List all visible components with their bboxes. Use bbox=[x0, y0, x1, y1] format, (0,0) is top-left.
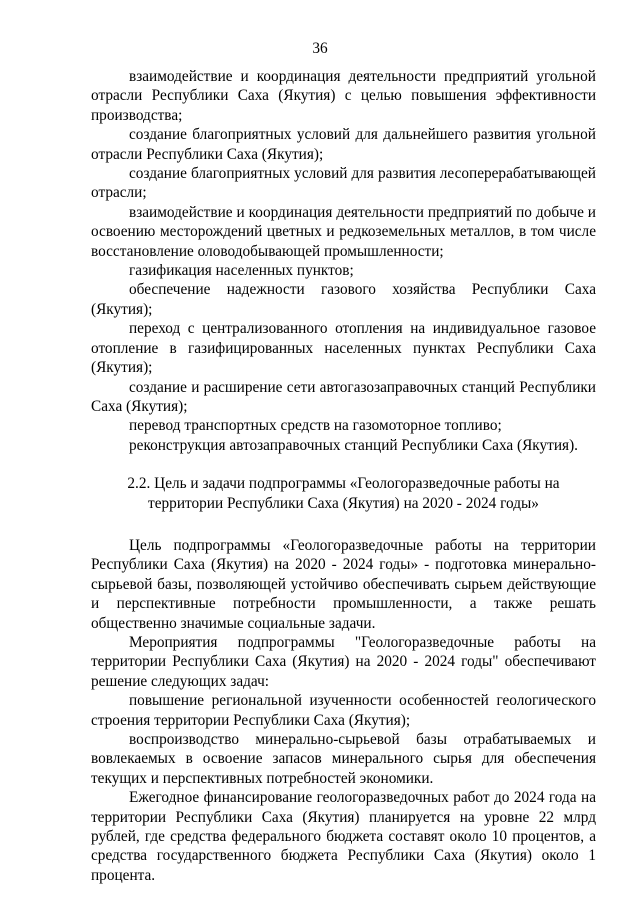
paragraph: Мероприятия подпрограммы "Геологоразведочные работы на территории Республики Саха (Якутия) на 2020 - 2024 годы" обеспечивают решение следующих задач: bbox=[91, 633, 596, 690]
paragraph: взаимодействие и координация деятельности предприятий угольной отрасли Республики Саха (Якутия) с целью повышения эффективности производства; bbox=[91, 68, 596, 124]
paragraph: Цель подпрограммы «Геологоразведочные работы на территории Республики Саха (Якутия) на 2020 - 2024 годы» - подготовка минерально-сырьевой базы, позволяющей устойчиво обеспечивать сырьем действующие и перспективные потребности промышленности, а также решать общественно значимые социальные задачи. bbox=[91, 536, 596, 632]
paragraph: Ежегодное финансирование геологоразведочных работ до 2024 года на территории Республики Саха (Якутия) планируется на уровне 22 млрд рублей, где средства федерального бюджета составят около 10 процентов, а средства государственного бюджета Республики Саха (Якутия) около 1 процента. bbox=[91, 789, 596, 884]
paragraph: повышение региональной изученности особенностей геологического строения территории Республики Саха (Якутия); bbox=[91, 692, 596, 729]
paragraph: создание благоприятных условий для развития лесоперерабатывающей отрасли; bbox=[91, 165, 596, 202]
paragraph: переход с централизованного отопления на индивидуальное газовое отопление в газифицированных населенных пунктах Республики Саха (Якутия); bbox=[91, 320, 596, 377]
paragraph: создание благоприятных условий для дальнейшего развития угольной отрасли Республики Саха (Якутия); bbox=[91, 126, 596, 163]
paragraph: перевод транспортных средств на газомоторное топливо; bbox=[129, 417, 502, 435]
document-body bbox=[91, 67, 596, 885]
section-heading: 2.2. Цель и задачи подпрограммы «Геологоразведочные работы на территории Республики Саха (Якутия) на 2020 - 2024 годы» bbox=[127, 475, 560, 512]
paragraph: взаимодействие и координация деятельности предприятий по добыче и освоению месторождений цветных и редкоземельных металлов, в том числе восстановление оловодобывающей промышленности; bbox=[91, 203, 596, 260]
paragraph: создание и расширение сети автогазозаправочных станций Республики Саха (Якутия); bbox=[91, 378, 596, 415]
paragraph: обеспечение надежности газового хозяйства Республики Саха (Якутия); bbox=[91, 281, 596, 318]
paragraph: реконструкция автозаправочных станций Республики Саха (Якутия). bbox=[129, 436, 578, 454]
paragraph: воспроизводство минерально-сырьевой базы отрабатываемых и вовлекаемых в освоение запасов минерального сырья для обеспечения текущих и перспективных потребностей экономики. bbox=[91, 731, 596, 787]
page-number: 36 bbox=[312, 40, 328, 57]
paragraph: газификация населенных пунктов; bbox=[129, 262, 354, 280]
